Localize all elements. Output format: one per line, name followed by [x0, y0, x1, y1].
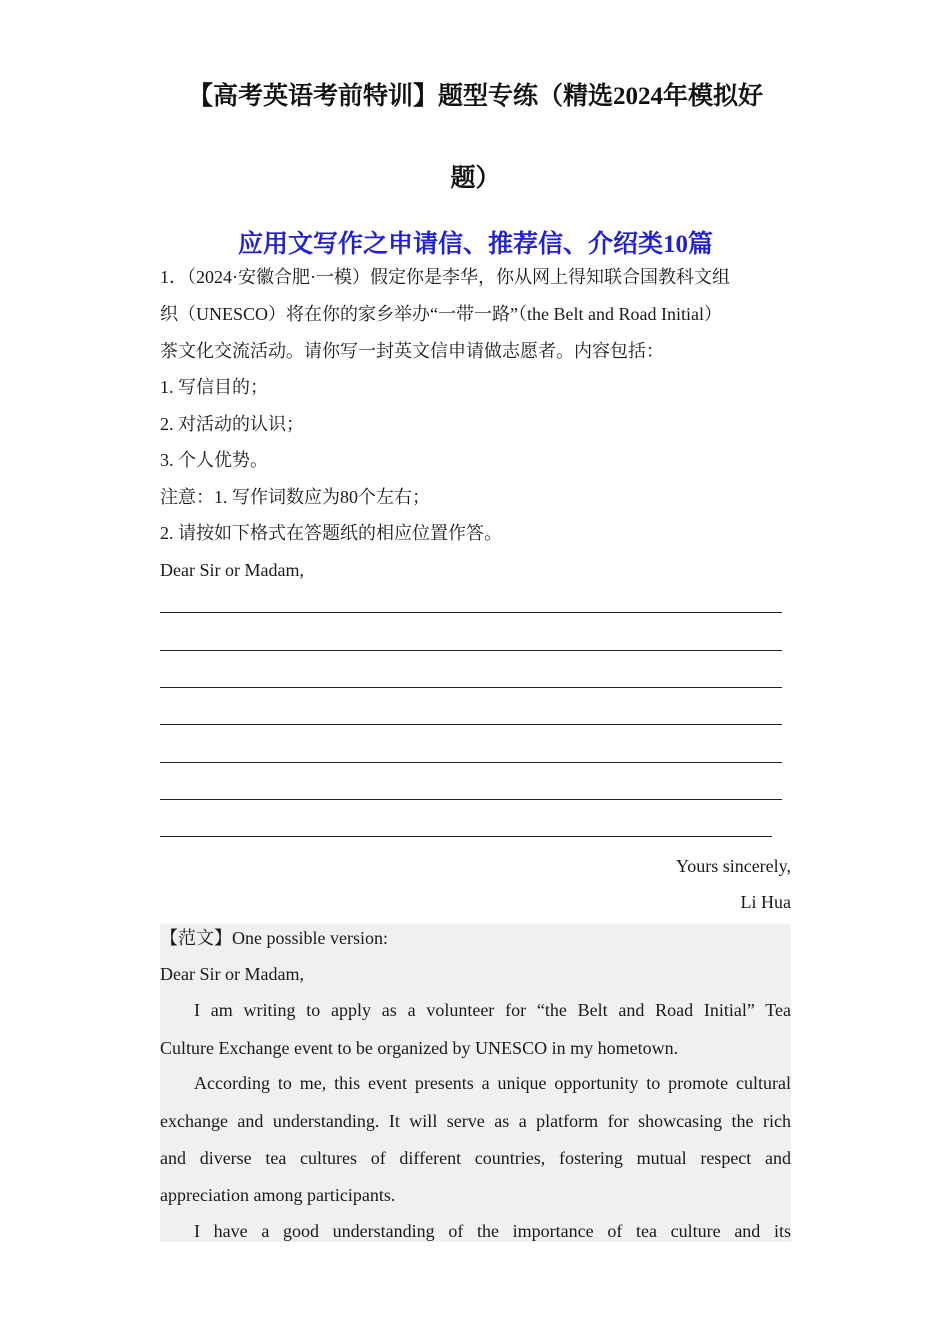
sample-paragraph-line: and diverse tea cultures of different countries, fostering mutual respect and	[160, 1148, 791, 1168]
document-title-line1: 【高考英语考前特训】题型专练（精选2024年模拟好	[187, 83, 763, 110]
sample-paragraph-line: I have a good understanding of the importance of tea culture and its	[194, 1221, 791, 1241]
letter-closing: Yours sincerely,	[676, 856, 791, 876]
section-subtitle: 应用文写作之申请信、推荐信、介绍类10篇	[237, 231, 713, 258]
answer-blank-line[interactable]	[160, 724, 782, 725]
prompt-line-3: 茶文化交流活动。请你写一封英文信申请做志愿者。内容包括：	[160, 341, 664, 361]
note-line-2: 2. 请按如下格式在答题纸的相应位置作答。	[160, 523, 502, 543]
sample-paragraph-line: I am writing to apply as a volunteer for “the Belt and Road Initial” Tea	[194, 1000, 791, 1020]
letter-salutation: Dear Sir or Madam,	[160, 560, 304, 580]
answer-blank-line[interactable]	[160, 799, 782, 800]
answer-blank-line[interactable]	[160, 836, 772, 837]
content-point-3: 3. 个人优势。	[160, 450, 268, 470]
sample-paragraph-line: exchange and understanding. It will serve as a platform for showcasing the rich	[160, 1111, 791, 1131]
sample-salutation: Dear Sir or Madam,	[160, 964, 304, 984]
answer-blank-line[interactable]	[160, 612, 782, 613]
prompt-line-2: 织（UNESCO）将在你的家乡举办“一带一路”（the Belt and Road Initial）	[160, 304, 722, 324]
sample-paragraph-line: According to me, this event presents a unique opportunity to promote cultural	[194, 1073, 791, 1093]
sample-paragraph-line: Culture Exchange event to be organized by UNESCO in my hometown.	[160, 1038, 679, 1058]
document-title-line2: 题）	[450, 165, 501, 192]
content-point-1: 1. 写信目的；	[160, 377, 268, 397]
sample-paragraph-line: appreciation among participants.	[160, 1185, 396, 1205]
answer-blank-line[interactable]	[160, 762, 782, 763]
sample-answer-label: 【范文】One possible version:	[160, 928, 388, 948]
note-line-1: 注意：1. 写作词数应为80个左右；	[160, 487, 430, 507]
answer-blank-line[interactable]	[160, 687, 782, 688]
prompt-line-1: 1．（2024·安徽合肥·一模）假定你是李华，你从网上得知联合国教科文组	[160, 267, 730, 287]
content-point-2: 2. 对活动的认识；	[160, 414, 304, 434]
letter-signature: Li Hua	[740, 892, 791, 912]
answer-blank-line[interactable]	[160, 650, 782, 651]
